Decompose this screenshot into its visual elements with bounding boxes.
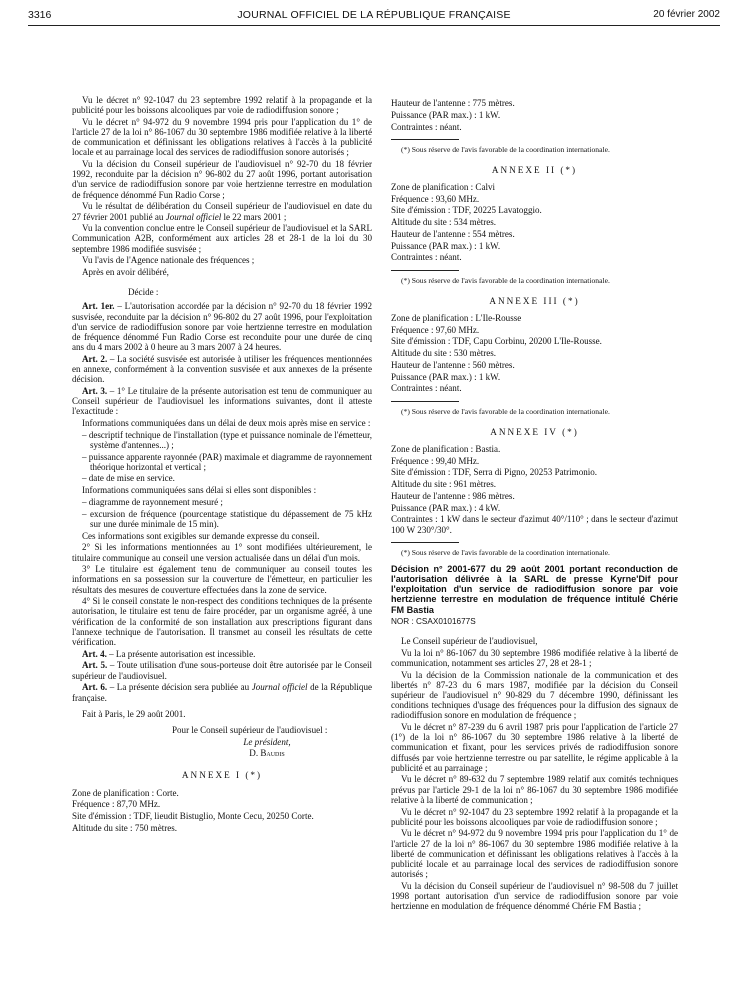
list-item: – descriptif technique de l'installation (type et puissance nominale de l'émetteur, système d'antennes...) ; bbox=[82, 429, 372, 450]
annexe-4-title: ANNEXE IV (*) bbox=[490, 426, 579, 437]
vu-paragraph: Vu le décret n° 87-239 du 6 avril 1987 pris pour l'application de l'article 27 (1°) de la loi n° 86-1067 du 30 septembre 1986 relative à la liberté de communication et fixant, pour les services privés de radiodiffusion sonore diffusés par voie hertzienne terrestre ou par satellite, le régime applicable à la publicité et au parrainage ; bbox=[391, 722, 678, 773]
annexe-line: Puissance (PAR max.) : 1 kW. bbox=[391, 109, 501, 120]
footnote: (*) Sous réserve de l'avis favorable de la coordination internationale. bbox=[401, 547, 610, 557]
fait-a-paris: Fait à Paris, le 29 août 2001. bbox=[82, 708, 186, 719]
nor-reference: NOR : CSAX0101677S bbox=[391, 616, 476, 626]
paragraph-4: 4° Si le conseil constate le non-respect des conditions techniques de la présente autorisation, le titulaire est tenu de faire procéder, par un organisme agréé, à une vérification de la conformité de son installation aux prescriptions figurant dans l'annexe technique de l'autorisation. Il transmet au conseil les résultats de cette vérification. bbox=[72, 596, 372, 647]
info-intro: Informations communiquées dans un délai de deux mois après mise en service : bbox=[82, 417, 371, 428]
vu-agence-paragraph: Vu l'avis de l'Agence nationale des fréquences ; bbox=[82, 255, 255, 266]
apres-paragraph: Après en avoir délibéré, bbox=[82, 267, 169, 278]
footnote: (*) Sous réserve de l'avis favorable de la coordination internationale. bbox=[401, 275, 610, 285]
annexe-line: Altitude du site : 534 mètres. bbox=[391, 217, 497, 228]
list-item: – diagramme de rayonnement mesuré ; bbox=[82, 496, 223, 507]
article-2: Art. 2. – La société susvisée est autorisée à utiliser les fréquences mentionnées en annexe, conformément à la convention susvisée et aux annexes de la présente décision. bbox=[72, 353, 372, 385]
vu-paragraph: Vu la loi n° 86-1067 du 30 septembre 1986 modifiée relative à la liberté de communication, notamment ses articles 27, 28 et 28-1 ; bbox=[391, 647, 678, 668]
vu-resultat-paragraph: Vu le résultat de délibération du Conseil supérieur de l'audiovisuel en date du 27 février 2001 publié au Journal officiel le 22 mars 2001 ; bbox=[72, 201, 372, 222]
page-number: 3316 bbox=[28, 9, 52, 21]
annexe-line: Altitude du site : 530 mètres. bbox=[391, 348, 497, 359]
vu-paragraph: Vu le décret n° 92-1047 du 23 septembre 1992 relatif à la propagande et la publicité pour les boissons alcooliques par voie de radiodiffusion sonore ; bbox=[72, 95, 372, 116]
annexe-line: Zone de planification : Bastia. bbox=[391, 443, 501, 454]
annexe-3-title: ANNEXE III (*) bbox=[489, 295, 580, 306]
annexe-line: Hauteur de l'antenne : 775 mètres. bbox=[391, 98, 515, 108]
vu-paragraph: Vu la décision de la Commission nationale de la communication et des libertés n° 87-23 du 6 mars 1987, modifiée par la décision du Conseil supérieur de l'audiovisuel n° 90-829 du 7 décembre 1990, définissant les conditions techniques d'usage des fréquences pour la diffusion des signaux de radiodiffusion sonore en modulation de fréquence ; bbox=[391, 669, 678, 721]
vu-paragraph: Vu le décret n° 94-972 du 9 novembre 1994 pris pour l'application du 1° de l'article 27 de la loi n° 86-1067 du 30 septembre 1986 modifiée relative à la liberté de communication et définissant les obligations relatives à l'accès à la publicité locale et au parrainage local des services de radiodiffusion sonore autorisés ; bbox=[391, 828, 678, 880]
annexe-2-title: ANNEXE II (*) bbox=[491, 164, 578, 175]
paragraph-3: 3° Le titulaire est également tenu de communiquer au conseil toutes les informations en sa possession sur la couverture de l'émetteur, en particulier les résultats des mesures de couverture effectuées dans la zone de service. bbox=[72, 564, 372, 595]
vu-paragraph: Vu la décision du Conseil supérieur de l'audiovisuel n° 98-508 du 7 juillet 1998 portant autorisation d'un service de radiodiffusion sonore par voie hertzienne en modulation de fréquence dénommé Chérie FM Bastia ; bbox=[391, 880, 678, 912]
signature-role: Le président, bbox=[243, 736, 291, 747]
article-4: Art. 4. – La présente autorisation est incessible. bbox=[82, 648, 256, 659]
vu-convention-paragraph: Vu la convention conclue entre le Conseil supérieur de l'audiovisuel et la SARL Communication A2B, conformément aux articles 28 et 28-1 de la loi du 30 septembre 1986 modifiée susvisée ; bbox=[72, 223, 372, 254]
annexe-line: Fréquence : 93,60 MHz. bbox=[391, 193, 480, 204]
annexe-1-title: ANNEXE I (*) bbox=[181, 770, 263, 781]
annexe-line: Contraintes : néant. bbox=[391, 383, 462, 394]
annexe-line: Altitude du site : 750 mètres. bbox=[72, 822, 178, 833]
article-5: Art. 5. – Toute utilisation d'une sous-porteuse doit être autorisée par le Conseil supérieur de l'audiovisuel. bbox=[72, 660, 373, 681]
annexe-line: Fréquence : 97,60 MHz. bbox=[391, 324, 480, 335]
annexe-line: Puissance (PAR max.) : 4 kW. bbox=[391, 502, 501, 513]
annexe-line: Puissance (PAR max.) : 1 kW. bbox=[391, 371, 501, 382]
conseil-paragraph: Le Conseil supérieur de l'audiovisuel, bbox=[401, 636, 538, 647]
annexe-line: Fréquence : 99,40 MHz. bbox=[391, 455, 480, 466]
footnote-rule bbox=[391, 401, 459, 402]
annexe-line: Altitude du site : 961 mètres. bbox=[391, 479, 497, 490]
journal-title: JOURNAL OFFICIEL DE LA RÉPUBLIQUE FRANÇAISE bbox=[237, 9, 511, 21]
paragraph-2: 2° Si les informations mentionnées au 1° sont modifiées ultérieurement, le titulaire communique au conseil une version actualisée dans un délai d'un mois. bbox=[72, 542, 372, 563]
article-3: Art. 3. – 1° Le titulaire de la présente autorisation est tenu de communiquer au Conseil supérieur de l'audiovisuel les informations suivantes, dont il atteste l'exactitude : bbox=[72, 385, 372, 417]
exigibles-paragraph: Ces informations sont exigibles sur demande expresse du conseil. bbox=[82, 530, 320, 541]
footnote-rule bbox=[391, 542, 459, 543]
journal-officiel-ref: Journal officiel bbox=[251, 682, 308, 693]
vu-paragraph: Vu le décret n° 94-972 du 9 novembre 1994 pris pour l'application du 1° de l'article 27 de la loi n° 86-1067 du 30 septembre 1986 modifiée relative à la liberté de communication et définissant les obligations relatives à l'accès à la publicité locale et au parrainage local des services de radiodiffusion sonore autorisés ; bbox=[72, 116, 372, 158]
article-1: Art. 1er. – L'autorisation accordée par la décision n° 92-70 du 18 février 1992 susvisée, reconduite par la décision n° 96-802 du 27 août 1996, pour l'exploitation d'un service de radiodiffusion sonore par voie hertzienne terrestre en modulation de fréquence dénommé Fun Radio Corse est reconduite pour une durée de cinq ans du 4 mars 2002 à 0 heure au 3 mars 2007 à 24 heures. bbox=[72, 301, 372, 352]
signature-for: Pour le Conseil supérieur de l'audiovisuel : bbox=[172, 724, 328, 735]
annexe-line: Site d'émission : TDF, Capu Corbinu, 20200 L'Ile-Rousse. bbox=[391, 336, 602, 347]
annexe-line: Zone de planification : L'Ile-Rousse bbox=[391, 312, 522, 323]
page-header bbox=[28, 9, 720, 26]
annexe-line: Contraintes : néant. bbox=[391, 121, 462, 132]
footnote-rule bbox=[391, 139, 459, 140]
vu-paragraph: Vu le décret n° 92-1047 du 23 septembre 1992 relatif à la propagande et la publicité pour les boissons alcooliques par voie de radiodiffusion sonore ; bbox=[391, 806, 678, 827]
footnote: (*) Sous réserve de l'avis favorable de la coordination internationale. bbox=[401, 144, 610, 154]
annexe-line: Contraintes : néant. bbox=[391, 252, 462, 263]
vu-paragraph: Vu le décret n° 89-632 du 7 septembre 1989 relatif aux comités techniques prévus par l'article 29-1 de la loi n° 86-1067 du 30 septembre 1986 modifiée relative à la liberté de communication ; bbox=[391, 774, 678, 805]
annexe-line: Zone de planification : Calvi bbox=[391, 181, 496, 192]
footnote: (*) Sous réserve de l'avis favorable de la coordination internationale. bbox=[401, 406, 610, 416]
journal-officiel-ref: Journal officiel bbox=[165, 211, 222, 222]
footnote-rule bbox=[391, 270, 459, 271]
decide-heading: Décide : bbox=[128, 287, 159, 298]
article-6: Art. 6. – La présente décision sera publiée au Journal officiel de la République française. bbox=[72, 682, 372, 703]
annexe-line: Fréquence : 87,70 MHz. bbox=[72, 799, 161, 810]
right-column bbox=[391, 98, 678, 913]
annexe-line: Hauteur de l'antenne : 554 mètres. bbox=[391, 228, 515, 239]
annexe-line: Puissance (PAR max.) : 1 kW. bbox=[391, 240, 501, 251]
annexe-line: Site d'émission : TDF, 20225 Lavatoggio. bbox=[391, 205, 542, 216]
issue-date: 20 février 2002 bbox=[653, 9, 720, 20]
annexe-line: Hauteur de l'antenne : 986 mètres. bbox=[391, 490, 515, 501]
left-column bbox=[72, 95, 372, 835]
signature-name: D. Baudis bbox=[249, 748, 285, 759]
annexe-line: Site d'émission : TDF, Serra di Pigno, 20253 Patrimonio. bbox=[391, 467, 598, 478]
annexe-line: Contraintes : 1 kW dans le secteur d'azimut 40°/110° ; dans le secteur d'azimut 100 W 230°/30°. bbox=[391, 514, 678, 535]
list-item: – puissance apparente rayonnée (PAR) maximale et diagramme de rayonnement théorique horizontal et vertical ; bbox=[82, 451, 372, 472]
list-item: – date de mise en service. bbox=[82, 473, 175, 484]
vu-paragraph: Vu la décision du Conseil supérieur de l'audiovisuel n° 92-70 du 18 février 1992, reconduite par la décision n° 96-802 du 27 août 1996, portant autorisation d'un service de radiodiffusion sonore par voie hertzienne terrestre en modulation de fréquence dénommé Fun Radio Corse ; bbox=[72, 159, 372, 200]
list-item: – excursion de fréquence (pourcentage statistique du dépassement de 75 kHz sur une durée minimale de 15 min). bbox=[82, 508, 372, 529]
info-intro: Informations communiquées sans délai si elles sont disponibles : bbox=[82, 485, 317, 496]
annexe-line: Hauteur de l'antenne : 560 mètres. bbox=[391, 359, 515, 370]
annexe-line: Site d'émission : TDF, lieudit Bistuglio, Monte Cecu, 20250 Corte. bbox=[72, 811, 314, 822]
decision-title: Décision n° 2001-677 du 29 août 2001 portant reconduction de l'autorisation délivrée à la SARL de presse Kyrne'Dif pour l'exploitation d'un service de radiodiffusion sonore par voie hertzienne terrestre en modulation de fréquence intitulé Chérie FM Bastia bbox=[391, 563, 678, 615]
annexe-line: Zone de planification : Corte. bbox=[72, 787, 179, 798]
